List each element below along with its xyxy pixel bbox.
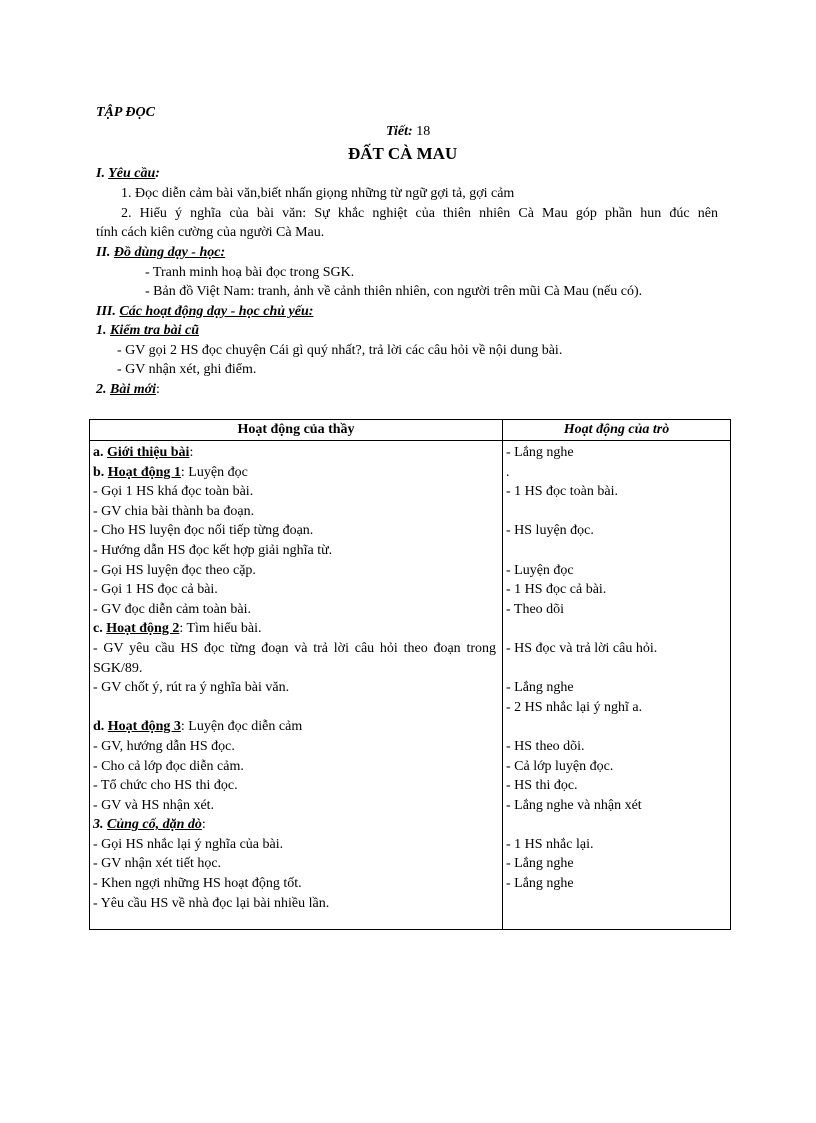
subject-label: TẬP ĐỌC <box>96 105 155 120</box>
list-item: - Hướng dẫn HS đọc kết hợp giải nghĩa từ. <box>93 542 333 558</box>
student-item: - Lắng nghe và nhận xét <box>506 797 642 813</box>
student-column <box>503 441 731 930</box>
list-item: - Gọi 1 HS khá đọc toàn bài. <box>93 484 254 500</box>
list-item: - GV và HS nhận xét. <box>93 797 215 813</box>
student-item <box>506 659 724 679</box>
list-item: - Khen ngợi những HS hoạt động tốt. <box>93 876 302 892</box>
list-item: - GV yêu cầu HS đọc từng đoạn và trả lời câu hỏi theo đoạn trong SGK/89. <box>93 640 496 676</box>
lesson-line <box>386 123 430 141</box>
student-item: - Lắng nghe <box>506 876 574 892</box>
student-item: - 1 HS nhắc lại. <box>506 836 594 852</box>
lesson-label: Tiết: <box>386 124 413 139</box>
list-item: - GV chia bài thành ba đoạn. <box>93 503 255 519</box>
list-item: - GV chốt ý, rút ra ý nghĩa bài văn. <box>93 680 290 696</box>
student-item <box>506 815 724 835</box>
student-item <box>506 541 724 561</box>
student-item: - 1 HS đọc cả bài. <box>506 582 607 598</box>
student-item <box>506 717 724 737</box>
table-header-row <box>90 420 731 441</box>
student-item: - HS theo dõi. <box>506 738 585 754</box>
section-b: b. Hoạt động 1: Luyện đọc <box>93 464 248 480</box>
lesson-number: 18 <box>412 124 431 139</box>
student-item: - Luyện đọc <box>506 562 574 578</box>
header-student: Hoạt động của trò <box>503 420 731 441</box>
student-item <box>506 502 724 522</box>
section3-sub1-item: - GV nhận xét, ghi điểm. <box>117 362 257 377</box>
student-item <box>506 619 724 639</box>
list-item: - GV nhận xét tiết học. <box>93 856 222 872</box>
list-item: - GV, hướng dẫn HS đọc. <box>93 738 235 754</box>
section2-item: - Bản đồ Việt Nam: tranh, ảnh về cảnh thiên nhiên, con người trên mũi Cà Mau (nếu có). <box>145 284 643 299</box>
list-item: - Gọi HS luyện đọc theo cặp. <box>93 562 256 578</box>
student-item: . <box>506 464 510 480</box>
section1-item: tính cách kiên cường của người Cà Mau. <box>96 225 325 240</box>
student-item: - Cả lớp luyện đọc. <box>506 758 614 774</box>
list-item: - Tổ chức cho HS thi đọc. <box>93 778 238 794</box>
section1-item: 2. Hiểu ý nghĩa của bài văn: Sự khắc nghiệt của thiên nhiên Cà Mau góp phần hun đúc nên <box>121 206 718 221</box>
section-a: a. Giới thiệu bài: <box>93 445 194 460</box>
section1-item: 1. Đọc diễn cảm bài văn,biết nhấn giọng những từ ngữ gợi tả, gợi cảm <box>121 186 515 201</box>
list-item: - Gọi 1 HS đọc cả bài. <box>93 582 218 598</box>
list-item: - Yêu cầu HS về nhà đọc lại bài nhiều lần. <box>93 895 330 911</box>
student-item: - 1 HS đọc toàn bài. <box>506 484 618 500</box>
student-item: - Theo dõi <box>506 601 565 617</box>
section3-sub1-item: - GV gọi 2 HS đọc chuyện Cái gì quý nhất?, trả lời các câu hỏi về nội dung bài. <box>117 343 563 358</box>
student-item: - HS đọc và trả lời câu hỏi. <box>506 640 658 656</box>
student-item: - Lắng nghe <box>506 856 574 872</box>
section3-sub2-heading: 2. Bài mới: <box>96 382 160 397</box>
spacer <box>93 698 496 718</box>
section-d: d. Hoạt động 3: Luyện đọc diễn cảm <box>93 719 303 735</box>
lesson-table <box>89 419 731 930</box>
table-body-row <box>90 441 731 930</box>
list-item: - Gọi HS nhắc lại ý nghĩa của bài. <box>93 836 284 852</box>
student-item: - HS luyện đọc. <box>506 523 594 539</box>
list-item: - Cho HS luyện đọc nối tiếp từng đoạn. <box>93 523 314 539</box>
student-item: - HS thi đọc. <box>506 778 578 794</box>
section3-sub1-heading: 1. Kiểm tra bài cũ <box>96 323 200 338</box>
list-item: - GV đọc diễn cảm toàn bài. <box>93 601 251 617</box>
student-item: - Lắng nghe <box>506 445 574 460</box>
list-item: - Cho cả lớp đọc diễn cảm. <box>93 758 244 774</box>
student-item: - 2 HS nhắc lại ý nghĩ a. <box>506 699 643 715</box>
section3-heading: III. Các hoạt động dạy - học chủ yếu: <box>96 304 314 319</box>
section2-heading: II. Đồ dùng dạy - học: <box>96 245 226 260</box>
student-item: - Lắng nghe <box>506 680 574 696</box>
teacher-column <box>90 441 503 930</box>
section-c: c. Hoạt động 2: Tìm hiểu bài. <box>93 621 262 637</box>
section-e: 3. Củng cố, dặn dò: <box>93 817 206 833</box>
page-title: ĐẤT CÀ MAU <box>348 144 458 163</box>
section1-heading: I. Yêu cầu: <box>96 166 160 181</box>
header-teacher: Hoạt động của thầy <box>90 420 503 441</box>
section2-item: - Tranh minh hoạ bài đọc trong SGK. <box>145 265 355 280</box>
